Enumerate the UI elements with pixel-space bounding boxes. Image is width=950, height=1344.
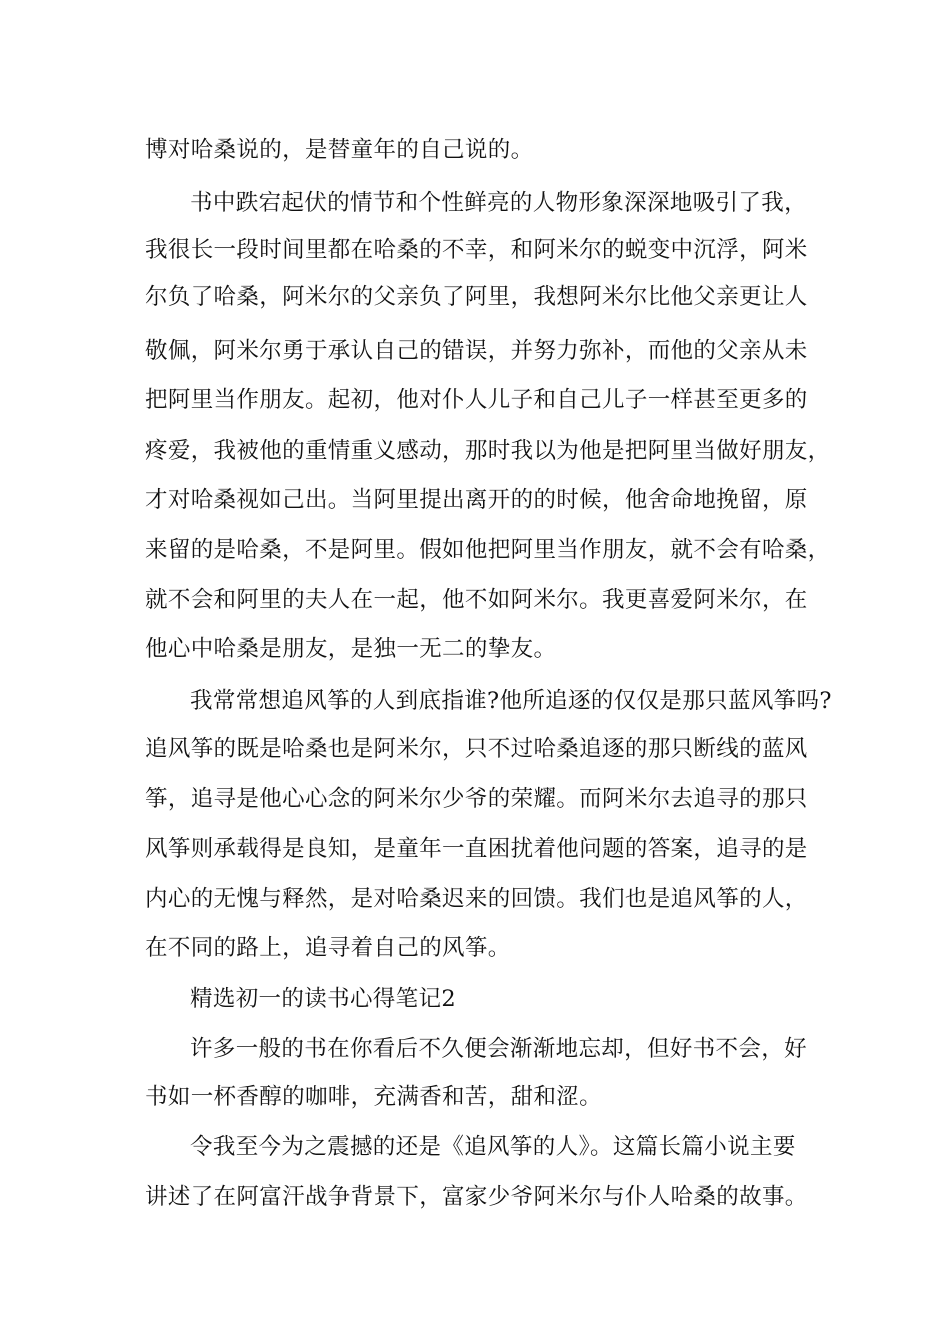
text-line-20: 书如一杯香醇的咖啡，充满香和苦，甜和涩。 (145, 1084, 603, 1110)
paragraph-line-3: 许多一般的书在你看后不久便会渐渐地忘却，但好书不会，好 (190, 1036, 807, 1062)
text-line-11: 他心中哈桑是朋友，是独一无二的挚友。 (145, 636, 557, 662)
paragraph-line-1: 书中跌宕起伏的情节和个性鲜亮的人物形象深深地吸引了我， (190, 190, 807, 216)
section-heading: 精选初一的读书心得笔记2 (190, 986, 457, 1012)
text-line-7: 疼爱，我被他的重情重义感动，那时我以为他是把阿里当做好朋友， (145, 438, 831, 464)
text-line-1: 博对哈桑说的，是替童年的自己说的。 (145, 137, 534, 163)
paragraph-line-4: 令我至今为之震撼的还是《追风筝的人》。这篇长篇小说主要 (190, 1134, 796, 1160)
text-line-17: 在不同的路上，追寻着自己的风筝。 (145, 935, 511, 961)
text-line-9: 来留的是哈桑，不是阿里。假如他把阿里当作朋友，就不会有哈桑， (145, 537, 831, 563)
text-line-6: 把阿里当作朋友。起初，他对仆人儿子和自己儿子一样甚至更多的 (145, 387, 808, 413)
text-line-15: 风筝则承载得是良知，是童年一直困扰着他问题的答案，追寻的是 (145, 836, 808, 862)
text-line-10: 就不会和阿里的夫人在一起，他不如阿米尔。我更喜爱阿米尔，在 (145, 587, 808, 613)
text-line-16: 内心的无愧与释然，是对哈桑迟来的回馈。我们也是追风筝的人， (145, 886, 808, 912)
text-line-22: 讲述了在阿富汗战争背景下，富家少爷阿米尔与仆人哈桑的故事。 (145, 1184, 808, 1210)
text-line-3: 我很长一段时间里都在哈桑的不幸，和阿米尔的蜕变中沉浮，阿米 (145, 237, 808, 263)
text-line-14: 筝，追寻是他心心念的阿米尔少爷的荣耀。而阿米尔去追寻的那只 (145, 786, 808, 812)
text-line-5: 敬佩，阿米尔勇于承认自己的错误，并努力弥补，而他的父亲从未 (145, 338, 808, 364)
text-line-4: 尔负了哈桑，阿米尔的父亲负了阿里，我想阿米尔比他父亲更让人 (145, 284, 808, 310)
paragraph-line-2: 我常常想追风筝的人到底指谁?他所追逐的仅仅是那只蓝风筝吗? (190, 688, 832, 714)
text-line-8: 才对哈桑视如己出。当阿里提出离开的的时候，他舍命地挽留，原 (145, 487, 808, 513)
text-line-13: 追风筝的既是哈桑也是阿米尔，只不过哈桑追逐的那只断线的蓝风 (145, 736, 808, 762)
